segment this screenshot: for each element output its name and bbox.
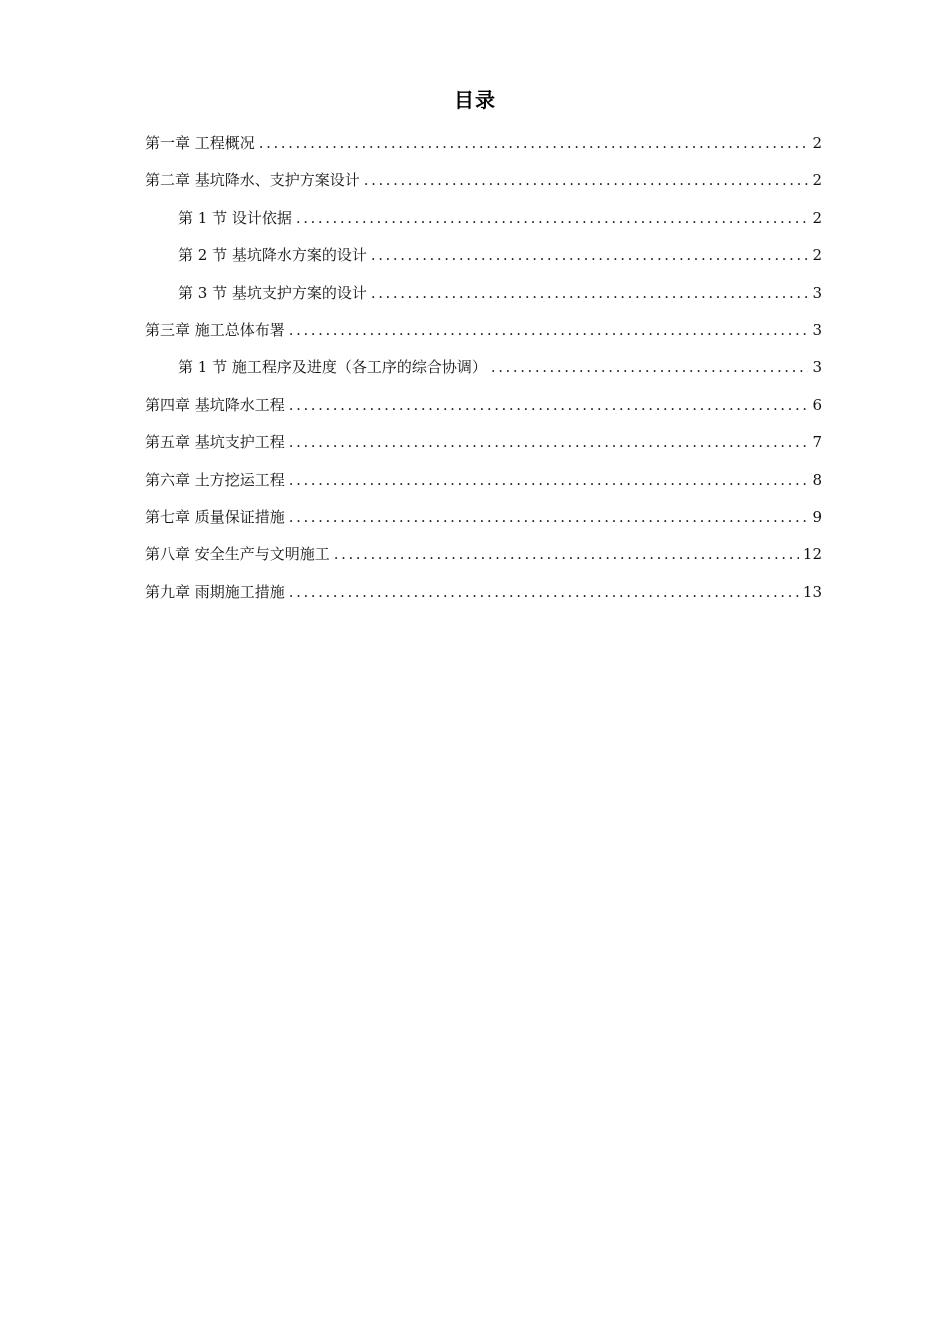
toc-entry-label: 第八章 安全生产与文明施工	[145, 545, 330, 564]
toc-entry-chapter-2-section-1[interactable]	[145, 205, 822, 242]
toc-entry-chapter-2[interactable]	[145, 167, 822, 204]
toc-page-number: 7	[812, 433, 822, 452]
toc-entry-chapter-3-section-1[interactable]	[145, 354, 822, 391]
toc-entry-label: 第 1 节 设计依据	[178, 208, 292, 227]
toc-entry-chapter-7[interactable]	[145, 504, 822, 541]
toc-page-number: 2	[812, 246, 822, 265]
toc-dot-leader	[289, 467, 808, 493]
toc-entry-chapter-5[interactable]	[145, 429, 822, 466]
toc-page-number: 3	[812, 283, 822, 302]
toc-entry-chapter-3[interactable]	[145, 317, 822, 354]
toc-entry-label: 第五章 基坑支护工程	[145, 433, 285, 452]
toc-entry-label: 第 1 节 施工程序及进度（各工序的综合协调）	[178, 358, 487, 377]
toc-entry-chapter-2-section-3[interactable]	[145, 280, 822, 317]
toc-dot-leader	[289, 504, 808, 530]
toc-page-number: 9	[812, 507, 822, 526]
toc-page-number: 6	[812, 395, 822, 414]
toc-entry-label: 第 2 节 基坑降水方案的设计	[178, 246, 367, 265]
toc-entry-chapter-9[interactable]	[145, 579, 822, 616]
toc-entry-label: 第 3 节 基坑支护方案的设计	[178, 283, 367, 302]
toc-dot-leader	[259, 130, 808, 156]
toc-entry-label: 第六章 土方挖运工程	[145, 470, 285, 489]
toc-dot-leader	[289, 579, 799, 605]
toc-dot-leader	[334, 541, 799, 567]
toc-dot-leader	[371, 280, 808, 306]
toc-dot-leader	[289, 392, 808, 418]
toc-dot-leader	[364, 167, 808, 193]
toc-dot-leader	[491, 354, 808, 380]
toc-page-number: 2	[812, 134, 822, 152]
toc-entry-label: 第二章 基坑降水、支护方案设计	[145, 171, 360, 190]
toc-page-number: 2	[812, 171, 822, 190]
toc-title: 目录	[454, 88, 496, 112]
toc-page-number: 12	[802, 545, 822, 564]
toc-dot-leader	[371, 242, 808, 268]
toc-entry-label: 第七章 质量保证措施	[145, 507, 285, 526]
toc-dot-leader	[289, 317, 808, 343]
toc-dot-leader	[296, 205, 808, 231]
toc-page-number: 2	[812, 208, 822, 227]
toc-entry-chapter-8[interactable]	[145, 541, 822, 578]
toc-entry-label: 第四章 基坑降水工程	[145, 395, 285, 414]
toc-entry-chapter-1[interactable]	[145, 130, 822, 167]
toc-dot-leader	[289, 429, 808, 455]
toc-page-number: 13	[802, 582, 822, 601]
table-of-contents	[145, 130, 822, 616]
toc-entry-label: 第一章 工程概况	[145, 134, 255, 152]
toc-page-number: 3	[812, 358, 822, 377]
toc-page-number: 8	[812, 470, 822, 489]
toc-entry-chapter-6[interactable]	[145, 467, 822, 504]
toc-entry-chapter-2-section-2[interactable]	[145, 242, 822, 279]
toc-entry-chapter-4[interactable]	[145, 392, 822, 429]
toc-entry-label: 第三章 施工总体布署	[145, 320, 285, 339]
toc-entry-label: 第九章 雨期施工措施	[145, 582, 285, 601]
toc-page-number: 3	[812, 320, 822, 339]
